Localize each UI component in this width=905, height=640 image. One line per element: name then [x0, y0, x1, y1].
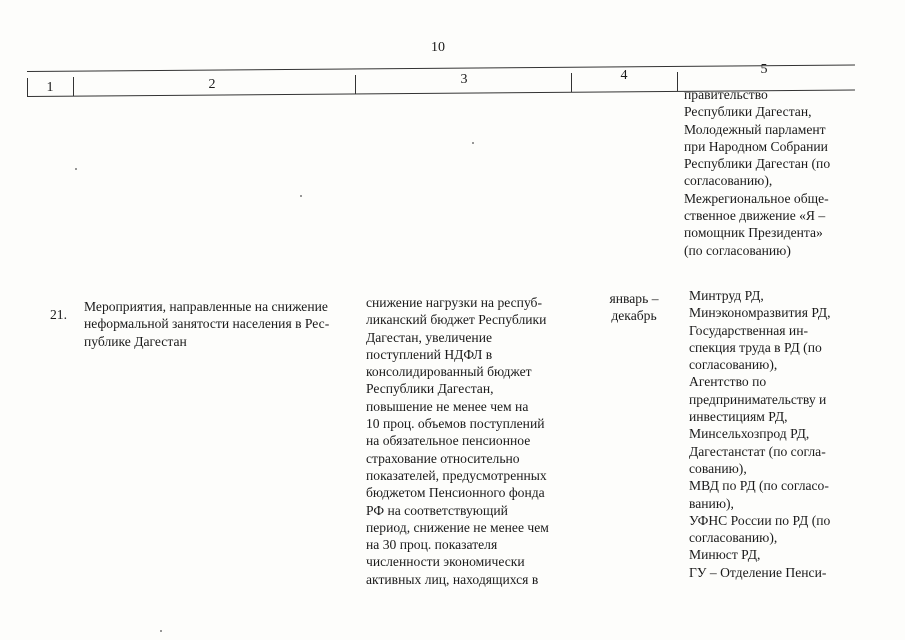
scan-speck	[75, 168, 77, 170]
text-line: публике Дагестан	[84, 333, 187, 349]
col-header-3: 3	[460, 72, 468, 87]
text-line: инвестициям РД,	[689, 409, 788, 425]
text-line: РФ на соответствующий	[366, 502, 508, 518]
text-line: Молодежный парламент	[684, 121, 826, 137]
text-line: ликанский бюджет Республики	[366, 312, 547, 328]
text-line: Республики Дагестан,	[684, 104, 812, 120]
text-line: Республики Дагестан,	[366, 381, 494, 397]
text-line: Дагестанстат (по согла-	[689, 443, 826, 459]
col-header-4: 4	[620, 68, 628, 83]
text-line: январь –	[609, 291, 659, 306]
col-header-2: 2	[208, 77, 216, 92]
row-number: 21.	[50, 307, 67, 322]
text-line: помощник Президента»	[684, 225, 823, 241]
text-line: Мероприятия, направленные на снижение	[84, 299, 328, 314]
text-line: декабрь	[611, 308, 657, 324]
text-line: УФНС России по РД (по	[689, 512, 831, 528]
text-line: Межрегиональное обще-	[684, 190, 829, 206]
text-line: ванию),	[689, 495, 734, 511]
text-line: Государственная ин-	[689, 322, 808, 338]
result-cell	[366, 294, 549, 588]
text-line: Дагестан, увеличение	[366, 329, 493, 345]
text-line: Минсельхозпрод РД,	[689, 426, 810, 442]
text-line: согласованию),	[689, 357, 778, 373]
text-line: (по согласованию)	[684, 242, 791, 258]
text-line: на обязательное пенсионное	[366, 433, 531, 449]
text-line: активных лиц, находящихся в	[366, 571, 539, 587]
col-header-1: 1	[46, 80, 54, 95]
text-line: на 30 проц. показателя	[366, 537, 498, 553]
responsible-cell	[689, 287, 831, 581]
text-line: Минэкономразвития РД,	[689, 305, 831, 321]
text-line: снижение нагрузки на респуб-	[366, 295, 543, 310]
text-line: повышение не менее чем на	[366, 398, 529, 414]
text-line: 10 проц. объемов поступлений	[366, 416, 545, 432]
text-line: согласованию),	[689, 530, 778, 546]
text-line: ственное движение «Я –	[684, 208, 826, 224]
text-line: период, снижение не менее чем	[366, 519, 549, 535]
text-line: страхование относительно	[366, 450, 520, 466]
col-divider	[73, 77, 74, 96]
header-top-rule	[27, 64, 855, 72]
text-line: МВД по РД (по согласо-	[689, 478, 829, 494]
text-line: при Народном Собрании	[684, 138, 828, 154]
page-number: 10	[431, 40, 445, 55]
col-divider	[27, 78, 28, 97]
text-line: ГУ – Отделение Пенси-	[689, 564, 827, 580]
text-line: спекция труда в РД (по	[689, 339, 822, 355]
text-line: сованию),	[689, 460, 747, 476]
scan-speck	[300, 195, 302, 197]
text-line: Минтруд РД,	[689, 288, 764, 303]
scan-speck	[472, 142, 474, 144]
text-line: поступлений НДФЛ в	[366, 346, 493, 362]
text-line: показателей, предусмотренных	[366, 467, 547, 483]
text-line: согласованию),	[684, 173, 773, 189]
text-line: неформальной занятости населения в Рес-	[84, 316, 330, 332]
text-line: консолидированный бюджет	[366, 364, 532, 380]
text-line: предпринимательству и	[689, 391, 827, 407]
col-divider	[355, 75, 356, 94]
continuation-responsible	[684, 86, 830, 259]
text-line: Минюст РД,	[689, 547, 761, 563]
period-cell	[598, 290, 670, 325]
measure-cell	[84, 298, 329, 350]
text-line: Агентство по	[689, 374, 767, 390]
text-line: численности экономически	[366, 554, 525, 570]
col-divider	[677, 72, 678, 91]
col-header-5: 5	[760, 62, 768, 77]
text-line: бюджетом Пенсионного фонда	[366, 485, 545, 501]
col-divider	[571, 73, 572, 92]
scan-speck	[160, 630, 162, 632]
text-line: правительство	[684, 87, 768, 102]
text-line: Республики Дагестан (по	[684, 156, 831, 172]
